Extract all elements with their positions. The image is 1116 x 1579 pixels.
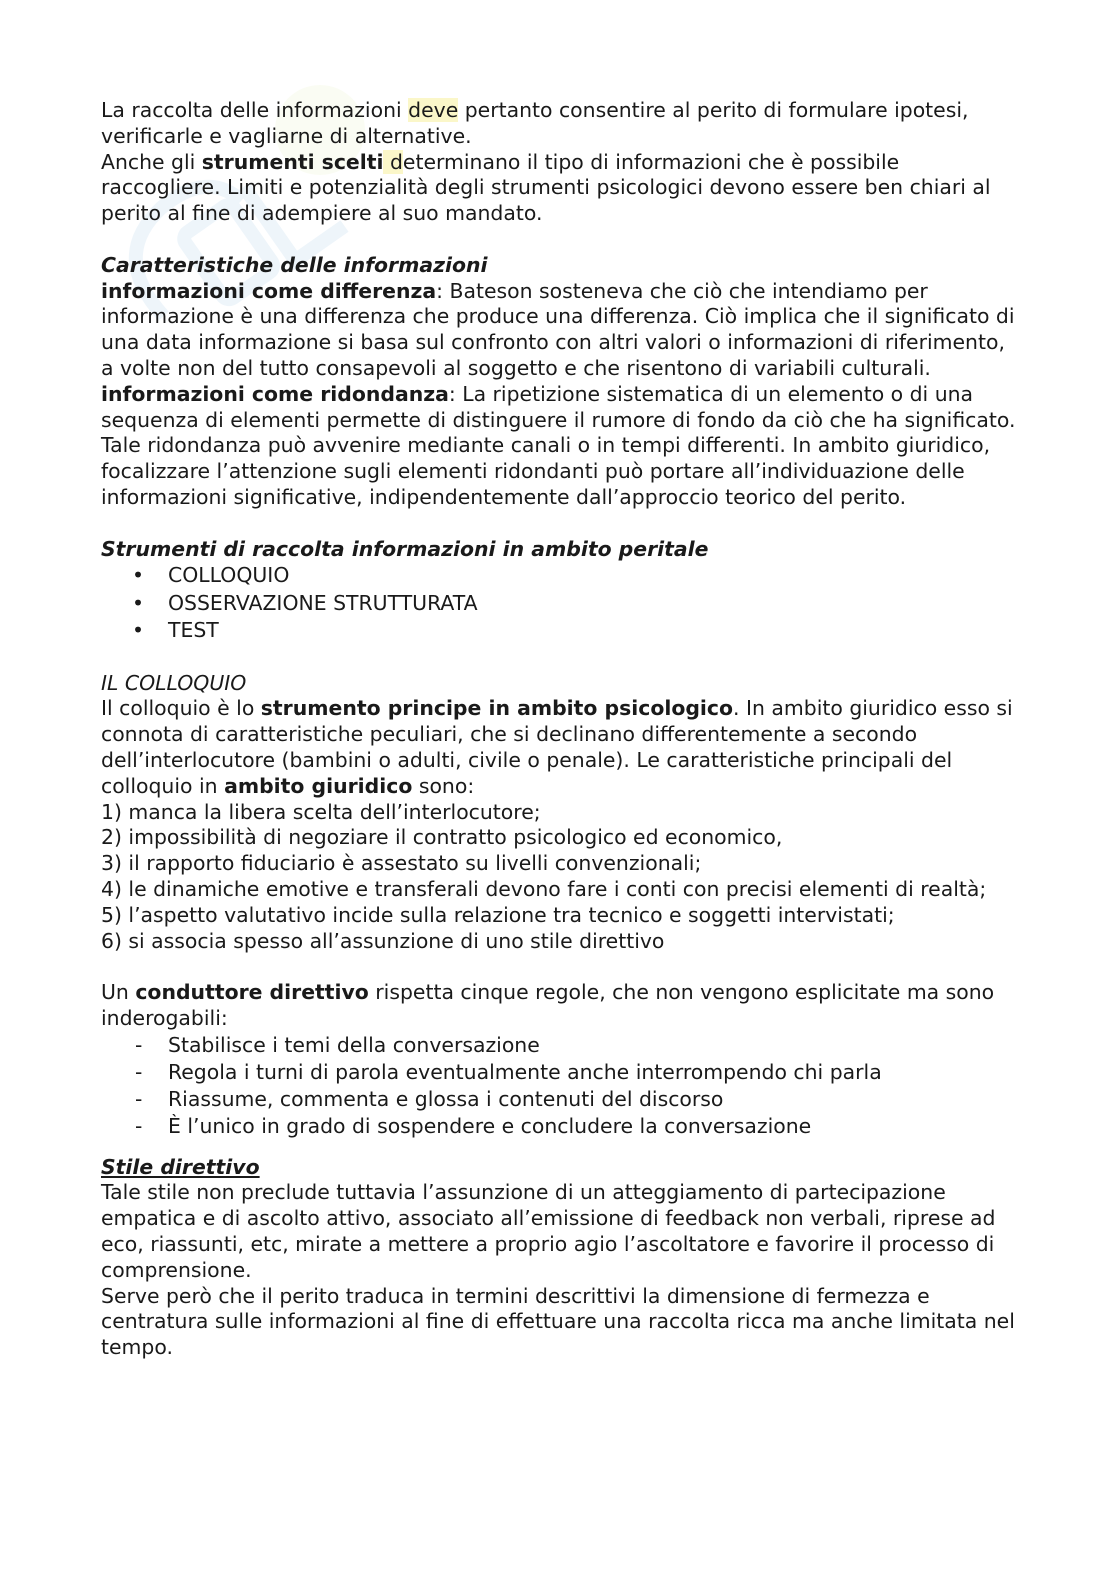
document-body (101, 98, 1021, 1361)
dash-icon: - (135, 1059, 143, 1084)
list-item: - È l’unico in grado di sospendere e concludere la conversazione (101, 1113, 1021, 1140)
dash-icon: - (135, 1032, 143, 1057)
characteristic-difference: informazioni come differenza: Bateson sosteneva che ciò che intendiamo per informazione è una differenza che produce una differenza. Ciò implica che il significato di una data informazione si basa sul confronto con altri valori o informazioni di riferimento, a volte non del tutto consapevoli al soggetto e che risentono di variabili culturali. (101, 278, 1015, 380)
style-paragraph-2: Serve però che il perito traduca in termini descrittivi la dimensione di fermezza e centratura sulle informazioni al fine di effettuare una raccolta ricca ma anche limitata nel tempo. (101, 1283, 1015, 1360)
list-item: - Regola i turni di parola eventualmente anche interrompendo chi parla (101, 1059, 1021, 1086)
colloquio-point: 3) il rapporto fiduciario è assestato su livelli convenzionali; (101, 851, 702, 876)
colloquio-point: 4) le dinamiche emotive e transferali devono fare i conti con precisi elementi di realtà; (101, 877, 987, 902)
tools-list (101, 562, 1021, 645)
dash-icon: - (135, 1114, 143, 1139)
style-paragraph-1: Tale stile non preclude tuttavia l’assunzione di un atteggiamento di partecipazione empatica e di ascolto attivo, associato all’emissione di feedback non verbali, riprese ad eco, riassunti, etc, mirate a mettere a proprio agio l’ascoltatore e favorire il processo di comprensione. (101, 1180, 996, 1282)
intro-paragraph-1: La raccolta delle informazioni deve pertanto consentire al perito di formulare ipotesi, verificarle e vagliarne di alternative. (101, 98, 969, 148)
list-item: • COLLOQUIO (101, 562, 1021, 590)
colloquio-point: 5) l’aspetto valutativo incide sulla relazione tra tecnico e soggetti intervistati; (101, 902, 895, 927)
bullet-icon: • (132, 618, 145, 643)
colloquio-point: 2) impossibilità di negoziare il contratto psicologico ed economico, (101, 825, 783, 850)
intro-paragraph-2: Anche gli strumenti scelti determinano il tipo di informazioni che è possibile raccogliere. Limiti e potenzialità degli strumenti psicologici devono essere ben chiari al perito al fine di adempiere al suo mandato. (101, 149, 991, 226)
bullet-icon: • (132, 590, 145, 615)
section-heading-characteristics: Caratteristiche delle informazioni (101, 252, 488, 277)
conductor-paragraph: Un conduttore direttivo rispetta cinque regole, che non vengono esplicitate ma sono inderogabili: (101, 980, 995, 1030)
list-item: • TEST (101, 617, 1021, 645)
section-heading-style: Stile direttivo (101, 1154, 260, 1179)
colloquio-paragraph: Il colloquio è lo strumento principe in ambito psicologico. In ambito giuridico esso si connota di caratteristiche peculiari, che si declinano differentemente a secondo dell’interlocutore (bambini o adulti, civile o penale). Le caratteristiche principali del colloquio in ambito giuridico sono: (101, 696, 1013, 798)
dash-icon: - (135, 1087, 143, 1112)
conductor-rules-list (101, 1032, 1021, 1141)
bullet-icon: • (132, 563, 145, 588)
list-item: - Stabilisce i temi della conversazione (101, 1032, 1021, 1059)
colloquio-point: 6) si associa spesso all’assunzione di uno stile direttivo (101, 928, 665, 953)
list-item: • OSSERVAZIONE STRUTTURATA (101, 590, 1021, 618)
list-item: - Riassume, commenta e glossa i contenuti del discorso (101, 1086, 1021, 1113)
colloquio-point: 1) manca la libera scelta dell’interlocutore; (101, 799, 541, 824)
characteristic-redundancy: informazioni come ridondanza: La ripetizione sistematica di un elemento o di una sequenza di elementi permette di distinguere il rumore di fondo da ciò che ha significato. Tale ridondanza può avvenire mediante canali o in tempi differenti. In ambito giuridico, focalizzare l’attenzione sugli elementi ridondanti può portare all’individuazione delle informazioni significative, indipendentemente dall’approccio teorico del perito. (101, 381, 1016, 509)
section-heading-tools: Strumenti di raccolta informazioni in ambito peritale (101, 536, 709, 561)
section-heading-colloquio: IL COLLOQUIO (101, 670, 247, 695)
